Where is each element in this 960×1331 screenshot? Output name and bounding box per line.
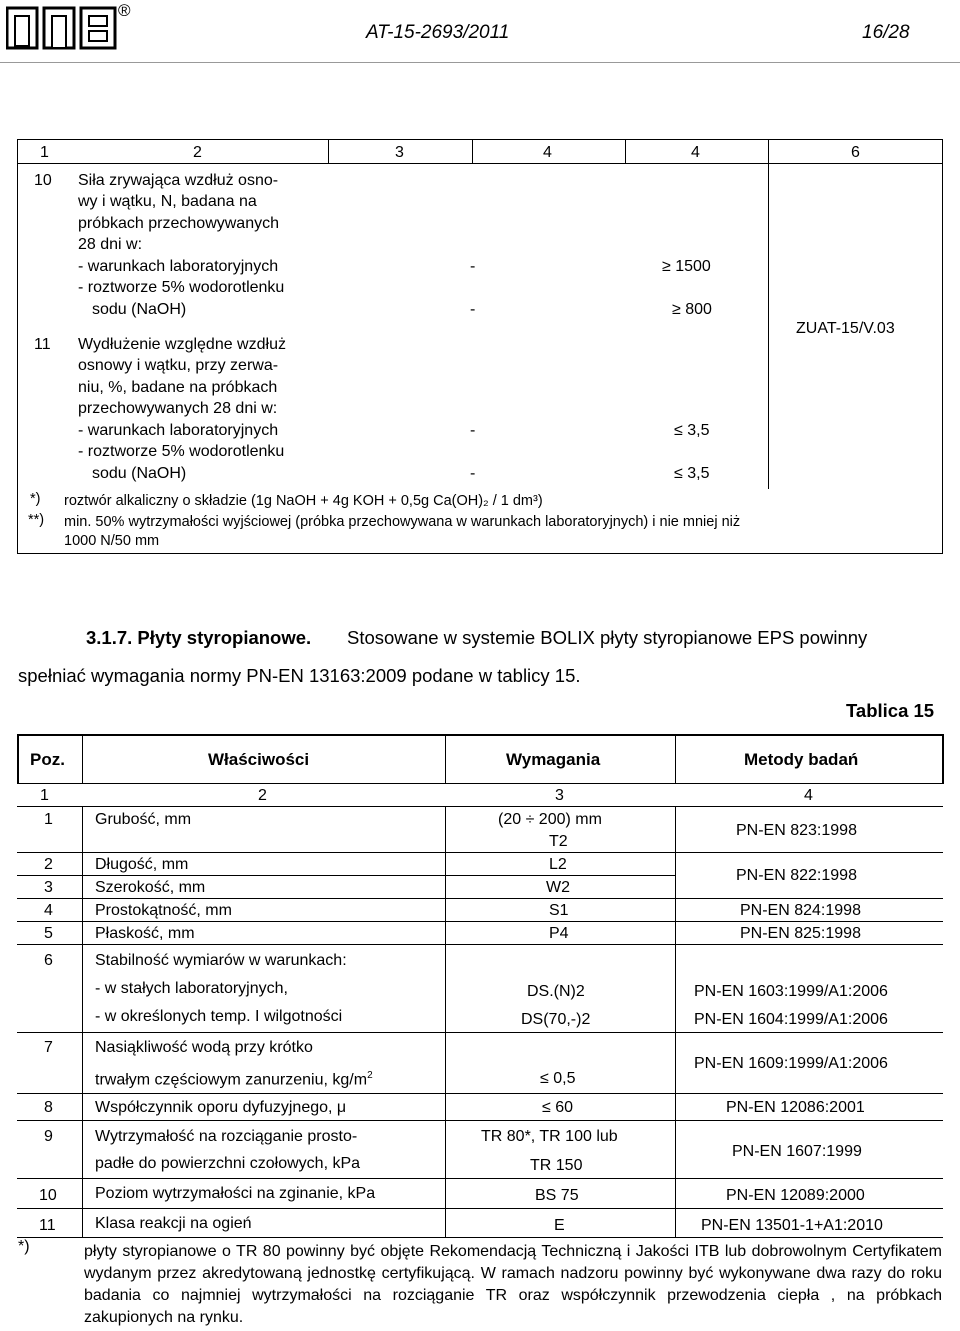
row-10-req-lab: ≥ 1500 [662, 258, 711, 275]
row-5-method: PN-EN 825:1998 [740, 925, 861, 942]
row-10-text: - roztworze 5% wodorotlenku [78, 279, 285, 296]
row-11b-number: 11 [39, 1217, 56, 1234]
row-10-text: 28 dni w: [78, 236, 143, 253]
row-9-requirement: TR 80*, TR 100 lub [481, 1128, 618, 1145]
row-2-requirement: L2 [549, 856, 567, 873]
col-header-2: 2 [193, 144, 202, 161]
row-7-number: 7 [44, 1039, 53, 1056]
row-6-method-lab: PN-EN 1603:1999/A1:2006 [694, 983, 888, 1000]
note-1-mark: *) [30, 491, 41, 507]
row-2-number: 2 [44, 856, 53, 873]
row-11-col3-lab: - [470, 422, 476, 439]
col-num-4: 4 [804, 787, 813, 804]
row-5-requirement: P4 [549, 925, 569, 942]
row-9-property-2: padłe do powierzchni czołowych, kPa [95, 1155, 361, 1172]
section-text-line-1: Stosowane w systemie BOLIX płyty styropianowe EPS powinny [347, 627, 868, 648]
row-7-property: Nasiąkliwość wodą przy krótko [95, 1039, 313, 1056]
row-4-property: Prostokątność, mm [95, 902, 232, 919]
row-7-property-2 [95, 1065, 373, 1090]
footnote-mark: *) [18, 1238, 30, 1255]
row-6-method-temp: PN-EN 1604:1999/A1:2006 [694, 1011, 888, 1028]
row-7-method: PN-EN 1609:1999/A1:2006 [694, 1055, 888, 1072]
document-number: AT-15-2693/2011 [366, 22, 510, 43]
row-11-number: 11 [34, 336, 51, 353]
row-4-requirement: S1 [549, 902, 569, 919]
row-11-text: Wydłużenie względne wzdłuż [78, 336, 286, 353]
row-11-text: osnowy i wątku, przy zerwa- [78, 357, 279, 374]
row-11-req-lab: ≤ 3,5 [674, 422, 710, 439]
row-6-requirement-lab: DS.(N)2 [527, 983, 585, 1000]
col-header-3: 3 [395, 144, 404, 161]
row-1-requirement-range: (20 ÷ 200) mm [498, 811, 602, 828]
test-method: ZUAT-15/V.03 [796, 320, 895, 337]
row-3-requirement: W2 [546, 879, 570, 896]
row-10-text: wy i wątku, N, badana na [78, 193, 257, 210]
row-1-requirement-class: T2 [549, 833, 568, 850]
section-text-line-2: spełniać wymagania normy PN-EN 13163:2009 podane w tablicy 15. [18, 665, 581, 686]
col-header-4: 4 [543, 144, 552, 161]
col-header-1: 1 [40, 144, 49, 161]
row-11b-method: PN-EN 13501-1+A1:2010 [701, 1217, 883, 1234]
row-9-method: PN-EN 1607:1999 [732, 1143, 862, 1160]
header-test-methods: Metody badań [744, 750, 859, 769]
col-header-5: 4 [691, 144, 700, 161]
row-1-method: PN-EN 823:1998 [736, 822, 857, 839]
row-5-number: 5 [44, 925, 53, 942]
table-caption: Tablica 15 [846, 700, 935, 721]
row-3-property: Szerokość, mm [95, 879, 206, 896]
registered-mark: ® [118, 1, 131, 20]
col-header-6: 6 [851, 144, 860, 161]
section-heading: 3.1.7. Płyty styropianowe. [86, 627, 312, 648]
row-9-requirement-2: TR 150 [530, 1157, 583, 1174]
row-10b-number: 10 [39, 1187, 57, 1204]
header-requirements: Wymagania [506, 750, 601, 769]
row-8-property: Współczynnik oporu dyfuzyjnego, μ [95, 1099, 347, 1116]
row-2-property: Długość, mm [95, 856, 189, 873]
row-11-col3-naoh: - [470, 465, 476, 482]
note-1: roztwór alkaliczny o składzie (1g NaOH + 4g KOH + 0,5g Ca(OH)₂ / 1 dm³) [64, 493, 543, 509]
row-10b-requirement: BS 75 [535, 1187, 579, 1204]
row-2-3-method: PN-EN 822:1998 [736, 867, 857, 884]
row-8-method: PN-EN 12086:2001 [726, 1099, 865, 1116]
row-6-number: 6 [44, 952, 53, 969]
row-10-req-naoh: ≥ 800 [672, 301, 712, 318]
col-num-3: 3 [555, 787, 564, 804]
row-11b-property: Klasa reakcji na ogień [95, 1215, 252, 1232]
row-10b-method: PN-EN 12089:2000 [726, 1187, 865, 1204]
col-num-1: 1 [40, 787, 49, 804]
row-6-property-temp: - w określonych temp. I wilgotności [95, 1008, 343, 1025]
note-2-line-1: min. 50% wytrzymałości wyjściowej (próbka przechowywana w warunkach laboratoryjnych) i nie mniej niż [64, 514, 741, 530]
row-6-property: Stabilność wymiarów w warunkach: [95, 952, 347, 969]
row-3-number: 3 [44, 879, 53, 896]
row-11-text: - warunkach laboratoryjnych [78, 422, 279, 439]
header-position: Poz. [30, 750, 65, 769]
row-7-property-text: trwałym częściowym zanurzeniu, kg/m [95, 1071, 368, 1089]
row-7-requirement: ≤ 0,5 [540, 1070, 576, 1087]
row-11-req-naoh: ≤ 3,5 [674, 465, 710, 482]
row-8-number: 8 [44, 1099, 53, 1116]
row-11-text: niu, %, badane na próbkach [78, 379, 278, 396]
row-9-property: Wytrzymałość na rozciąganie prosto- [95, 1128, 358, 1145]
row-10-text: Siła zrywająca wzdłuż osno- [78, 172, 279, 189]
row-11-text: sodu (NaOH) [92, 465, 187, 482]
row-1-property: Grubość, mm [95, 811, 192, 828]
note-2-mark: **) [28, 512, 45, 528]
note-2-line-2: 1000 N/50 mm [64, 533, 160, 549]
row-10-text: próbkach przechowywanych [78, 215, 279, 232]
row-11-text: przechowywanych 28 dni w: [78, 400, 278, 417]
row-10-text: sodu (NaOH) [92, 301, 187, 318]
col-num-2: 2 [258, 787, 267, 804]
row-9-number: 9 [44, 1128, 53, 1145]
row-11-text: - roztworze 5% wodorotlenku [78, 443, 285, 460]
itb-logo [6, 4, 120, 50]
row-5-property: Płaskość, mm [95, 925, 195, 942]
row-4-method: PN-EN 824:1998 [740, 902, 861, 919]
header-properties: Właściwości [208, 750, 310, 769]
superscript: 2 [367, 1070, 373, 1081]
row-10-number: 10 [34, 172, 52, 189]
row-10-col3-naoh: - [470, 301, 476, 318]
header-divider [0, 62, 960, 63]
row-10-col3-lab: - [470, 258, 476, 275]
row-1-number: 1 [44, 811, 53, 828]
row-11b-requirement: E [554, 1217, 565, 1234]
row-10b-property: Poziom wytrzymałości na zginanie, kPa [95, 1185, 376, 1202]
row-6-property-lab: - w stałych laboratoryjnych, [95, 980, 288, 997]
page-number: 16/28 [862, 22, 910, 43]
row-4-number: 4 [44, 902, 53, 919]
row-6-requirement-temp: DS(70,-)2 [521, 1011, 591, 1028]
row-8-requirement: ≤ 60 [542, 1099, 574, 1116]
footnote-text: płyty styropianowe o TR 80 powinny być objęte Rekomendacją Techniczną i Jakości ITB lub dobrowolnym Certyfikatem wydanym przez akredytowaną jednostkę certyfikującą. W ramach nadzoru powinny być wykonywane dwa razy do roku badania co najmniej wytrzymałości na rozciąganie TR oraz współczynnik przewodzenia ciepła , na próbkach zakupionych na rynku. [84, 1243, 942, 1326]
row-10-text: - warunkach laboratoryjnych [78, 258, 279, 275]
